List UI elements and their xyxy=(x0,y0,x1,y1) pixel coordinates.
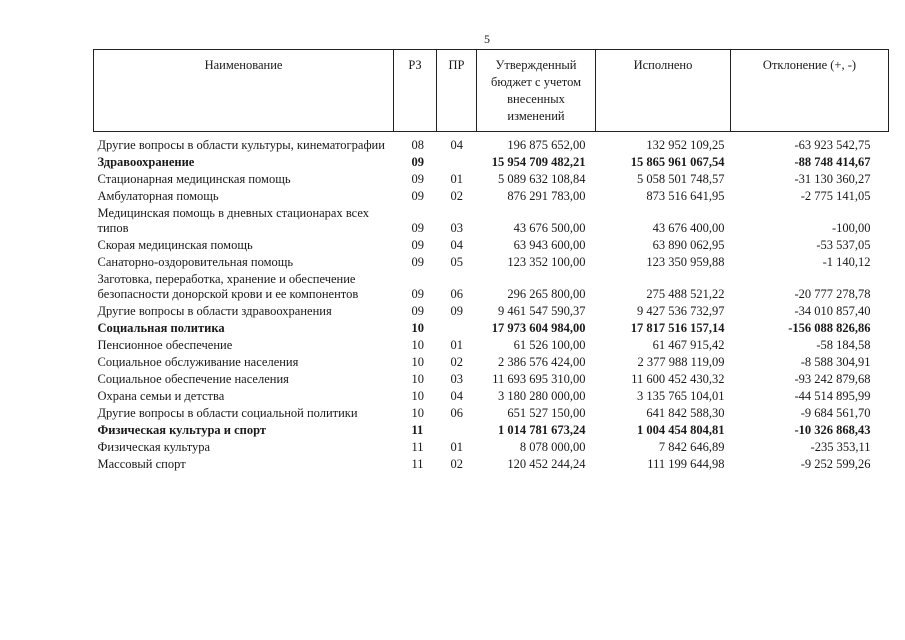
table-row xyxy=(94,172,889,189)
row-name: Социальная политика xyxy=(97,321,225,335)
row-pr-code: 06 xyxy=(450,406,463,420)
row-name: Здравоохранение xyxy=(97,155,195,169)
row-rz-code: 11 xyxy=(411,440,424,454)
row-pr-code xyxy=(437,155,477,172)
budget-execution-table xyxy=(93,49,889,474)
row-rz-code: 09 xyxy=(411,304,424,318)
row-executed-amount: 873 516 641,95 xyxy=(646,189,725,203)
row-pr-code: 04 xyxy=(450,238,463,252)
row-pr-code: 05 xyxy=(450,255,463,269)
row-name: Социальное обеспечение населения xyxy=(97,372,289,386)
table-row xyxy=(94,406,889,423)
table-row xyxy=(94,155,889,172)
header-pr: ПР xyxy=(437,50,477,132)
row-pr-code: 04 xyxy=(450,138,463,152)
row-rz-code: 09 xyxy=(411,189,424,203)
row-name: Санаторно-оздоровительная помощь xyxy=(97,255,294,269)
row-name: Физическая культура xyxy=(97,440,211,454)
row-approved-amount: 196 875 652,00 xyxy=(507,138,586,152)
table-row xyxy=(94,440,889,457)
table-body xyxy=(94,132,889,475)
row-executed-amount: 111 199 644,98 xyxy=(647,457,725,471)
header-deviation: Отклонение (+, -) xyxy=(731,50,889,132)
row-deviation-amount: -1 140,12 xyxy=(822,255,871,269)
row-name: Стационарная медицинская помощь xyxy=(97,172,291,186)
row-executed-amount: 17 817 516 157,14 xyxy=(630,321,725,335)
row-pr-code: 02 xyxy=(450,189,463,203)
row-approved-amount: 9 461 547 590,37 xyxy=(498,304,586,318)
row-approved-amount: 296 265 800,00 xyxy=(507,287,586,301)
table-row xyxy=(94,355,889,372)
row-approved-amount: 3 180 280 000,00 xyxy=(498,389,586,403)
row-rz-code: 09 xyxy=(411,255,424,269)
row-name: Пенсионное обеспечение xyxy=(97,338,233,352)
row-deviation-amount: -44 514 895,99 xyxy=(794,389,871,403)
row-approved-amount: 11 693 695 310,00 xyxy=(492,372,586,386)
row-approved-amount: 61 526 100,00 xyxy=(513,338,586,352)
row-approved-amount: 876 291 783,00 xyxy=(507,189,586,203)
row-deviation-amount: -9 684 561,70 xyxy=(800,406,871,420)
table-row xyxy=(94,389,889,406)
row-pr-code: 06 xyxy=(450,287,463,301)
row-executed-amount: 63 890 062,95 xyxy=(652,238,725,252)
table-row xyxy=(94,272,889,304)
row-rz-code: 10 xyxy=(411,389,424,403)
row-executed-amount: 9 427 536 732,97 xyxy=(637,304,725,318)
row-pr-code: 03 xyxy=(450,372,463,386)
row-rz-code: 11 xyxy=(411,423,424,437)
row-approved-amount: 120 452 244,24 xyxy=(507,457,586,471)
row-pr-code xyxy=(437,321,477,338)
row-approved-amount: 15 954 709 482,21 xyxy=(491,155,586,169)
row-deviation-amount: -20 777 278,78 xyxy=(794,287,871,301)
row-name: Физическая культура и спорт xyxy=(97,423,267,437)
row-approved-amount: 17 973 604 984,00 xyxy=(491,321,586,335)
table-row xyxy=(94,255,889,272)
row-rz-code: 09 xyxy=(411,238,424,252)
row-executed-amount: 11 600 452 430,32 xyxy=(631,372,725,386)
row-approved-amount: 651 527 150,00 xyxy=(507,406,586,420)
row-deviation-amount: -2 775 141,05 xyxy=(800,189,871,203)
table-row xyxy=(94,372,889,389)
row-deviation-amount: -58 184,58 xyxy=(816,338,871,352)
row-name: Скорая медицинская помощь xyxy=(97,238,253,252)
row-name: Другие вопросы в области социальной политики xyxy=(97,406,358,420)
row-rz-code: 09 xyxy=(411,155,424,169)
row-deviation-amount: -156 088 826,86 xyxy=(788,321,871,335)
table-row xyxy=(94,457,889,474)
row-deviation-amount: -8 588 304,91 xyxy=(800,355,871,369)
table-header xyxy=(94,50,889,132)
row-executed-amount: 7 842 646,89 xyxy=(658,440,725,454)
row-pr-code: 02 xyxy=(450,355,463,369)
row-pr-code: 02 xyxy=(450,457,463,471)
row-approved-amount: 8 078 000,00 xyxy=(519,440,586,454)
table-row xyxy=(94,321,889,338)
row-pr-code xyxy=(437,423,477,440)
row-pr-code: 01 xyxy=(450,338,463,352)
row-deviation-amount: -31 130 360,27 xyxy=(794,172,871,186)
header-executed: Исполнено xyxy=(596,50,731,132)
row-approved-amount: 63 943 600,00 xyxy=(513,238,586,252)
table-row xyxy=(94,206,889,238)
row-deviation-amount: -10 326 868,43 xyxy=(794,423,871,437)
table-row xyxy=(94,238,889,255)
row-deviation-amount: -63 923 542,75 xyxy=(794,138,871,152)
row-name: Охрана семьи и детства xyxy=(97,389,225,403)
row-deviation-amount: -100,00 xyxy=(831,221,871,235)
header-row xyxy=(94,50,889,132)
row-executed-amount: 132 952 109,25 xyxy=(646,138,725,152)
row-pr-code: 01 xyxy=(450,440,463,454)
table-row xyxy=(94,338,889,355)
row-deviation-amount: -34 010 857,40 xyxy=(794,304,871,318)
row-pr-code: 04 xyxy=(450,389,463,403)
row-executed-amount: 1 004 454 804,81 xyxy=(637,423,725,437)
row-rz-code: 10 xyxy=(411,338,424,352)
row-deviation-amount: -9 252 599,26 xyxy=(800,457,871,471)
row-executed-amount: 641 842 588,30 xyxy=(646,406,725,420)
row-pr-code: 01 xyxy=(450,172,463,186)
row-approved-amount: 43 676 500,00 xyxy=(513,221,586,235)
row-name: Амбулаторная помощь xyxy=(97,189,219,203)
row-pr-code: 09 xyxy=(450,304,463,318)
header-rz: РЗ xyxy=(394,50,437,132)
row-name: Заготовка, переработка, хранение и обеспечение безопасности донорской крови и ее компонентов xyxy=(97,272,359,301)
row-name: Другие вопросы в области культуры, кинематографии xyxy=(97,138,385,152)
row-executed-amount: 43 676 400,00 xyxy=(652,221,725,235)
row-deviation-amount: -235 353,11 xyxy=(810,440,871,454)
row-pr-code: 03 xyxy=(450,221,463,235)
row-executed-amount: 61 467 915,42 xyxy=(652,338,725,352)
row-rz-code: 11 xyxy=(411,457,424,471)
row-executed-amount: 3 135 765 104,01 xyxy=(637,389,725,403)
row-rz-code: 09 xyxy=(411,287,424,301)
row-rz-code: 09 xyxy=(411,221,424,235)
row-name: Медицинская помощь в дневных стационарах всех типов xyxy=(97,206,370,235)
row-rz-code: 10 xyxy=(411,321,424,335)
row-deviation-amount: -53 537,05 xyxy=(816,238,871,252)
row-approved-amount: 5 089 632 108,84 xyxy=(498,172,586,186)
row-name: Социальное обслуживание населения xyxy=(97,355,299,369)
row-rz-code: 08 xyxy=(411,138,424,152)
row-executed-amount: 123 350 959,88 xyxy=(646,255,725,269)
row-approved-amount: 123 352 100,00 xyxy=(507,255,586,269)
row-name: Массовый спорт xyxy=(97,457,186,471)
row-name: Другие вопросы в области здравоохранения xyxy=(97,304,332,318)
row-executed-amount: 2 377 988 119,09 xyxy=(637,355,725,369)
table-row xyxy=(94,132,889,156)
row-executed-amount: 5 058 501 748,57 xyxy=(637,172,725,186)
header-name: Наименование xyxy=(94,50,394,132)
row-executed-amount: 275 488 521,22 xyxy=(646,287,725,301)
table-row xyxy=(94,423,889,440)
row-rz-code: 10 xyxy=(411,372,424,386)
table-row xyxy=(94,189,889,206)
header-approved-budget: Утвержденный бюджет с учетом внесенных изменений xyxy=(477,50,596,132)
row-rz-code: 10 xyxy=(411,406,424,420)
row-executed-amount: 15 865 961 067,54 xyxy=(630,155,725,169)
row-deviation-amount: -88 748 414,67 xyxy=(794,155,871,169)
row-approved-amount: 2 386 576 424,00 xyxy=(498,355,586,369)
row-rz-code: 09 xyxy=(411,172,424,186)
row-rz-code: 10 xyxy=(411,355,424,369)
page-number: 5 xyxy=(484,32,490,46)
table-row xyxy=(94,304,889,321)
row-approved-amount: 1 014 781 673,24 xyxy=(498,423,586,437)
row-deviation-amount: -93 242 879,68 xyxy=(794,372,871,386)
